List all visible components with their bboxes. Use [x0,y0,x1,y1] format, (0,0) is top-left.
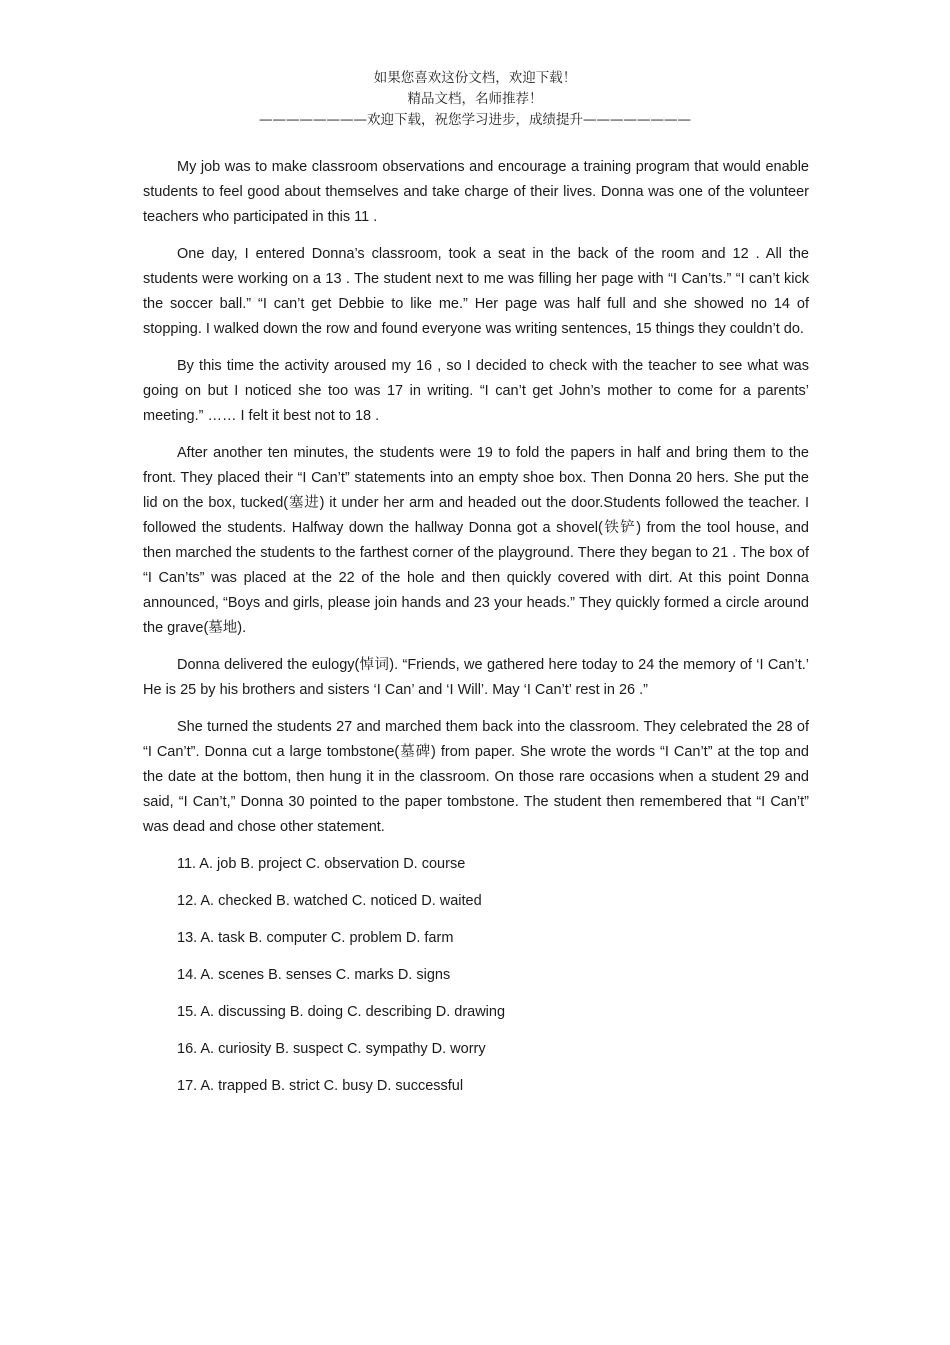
header-line-welcome: 如果您喜欢这份文档，欢迎下载！ [373,70,577,86]
paragraph-4: After another ten minutes, the students were 19 to fold the papers in half and bring them to the front. They placed their “I Can’t” statements into an empty shoe box. Then Donna 20 hers. She put the lid on the box, tucked(塞进) it under her arm and headed out the door.Students followed the teacher. I followed the students. Halfway down the hallway Donna got a shovel(铁铲) from the tool house, and then marched the students to the farthest corner of the playground. There they began to 21 . The box of “I Can’ts” was placed at the 22 of the hole and then quickly covered with dirt. At this point Donna announced, “Boys and girls, please join hands and 23 your heads.” They quickly formed a circle around the grave(墓地). [143,445,809,636]
document-header [0,68,950,131]
question-11: 11. A. job B. project C. observation D. course [177,856,466,872]
question-16: 16. A. curiosity B. suspect C. sympathy D. worry [177,1041,486,1057]
document-body [143,155,809,1111]
question-13: 13. A. task B. computer C. problem D. farm [177,930,454,946]
paragraph-1: My job was to make classroom observations and encourage a training program that would enable students to feel good about themselves and take charge of their lives. Donna was one of the volunteer teachers who participated in this 11 . [143,159,809,225]
paragraph-6: She turned the students 27 and marched them back into the classroom. They celebrated the 28 of “I Can’t”. Donna cut a large tombstone(墓碑) from paper. She wrote the words “I Can’t” at the top and the date at the bottom, then hung it in the classroom. On those rare occasions when a student 29 and said, “I Can’t,” Donna 30 pointed to the paper tombstone. The student then remembered that “I Can’t” was dead and chose other statement. [143,719,809,835]
question-12: 12. A. checked B. watched C. noticed D. waited [177,893,482,909]
question-14: 14. A. scenes B. senses C. marks D. signs [177,967,451,983]
paragraph-2: One day, I entered Donna’s classroom, took a seat in the back of the room and 12 . All the students were working on a 13 . The student next to me was filling her page with “I Can’ts.” “I can’t kick the soccer ball.” “I can’t get Debbie to like me.” Her page was half full and she showed no 14 of stopping. I walked down the row and found everyone was writing sentences, 15 things they couldn’t do. [143,246,809,337]
question-list [143,852,809,1111]
header-line-banner: ————————欢迎下载，祝您学习进步，成绩提升———————— [259,112,691,128]
paragraph-3: By this time the activity aroused my 16 , so I decided to check with the teacher to see what was going on but I noticed she too was 17 in writing. “I can’t get John’s mother to come for a parents’ meeting.” …… I felt it best not to 18 . [143,358,809,424]
paragraph-5: Donna delivered the eulogy(悼词). “Friends, we gathered here today to 24 the memory of ‘I Can’t.’ He is 25 by his brothers and sisters ‘I Can’ and ‘I Will’. May ‘I Can’t’ rest in 26 .” [143,657,809,698]
question-15: 15. A. discussing B. doing C. describing D. drawing [177,1004,506,1020]
header-line-recommend: 精品文档，名师推荐！ [407,91,543,107]
question-17: 17. A. trapped B. strict C. busy D. successful [177,1078,464,1094]
